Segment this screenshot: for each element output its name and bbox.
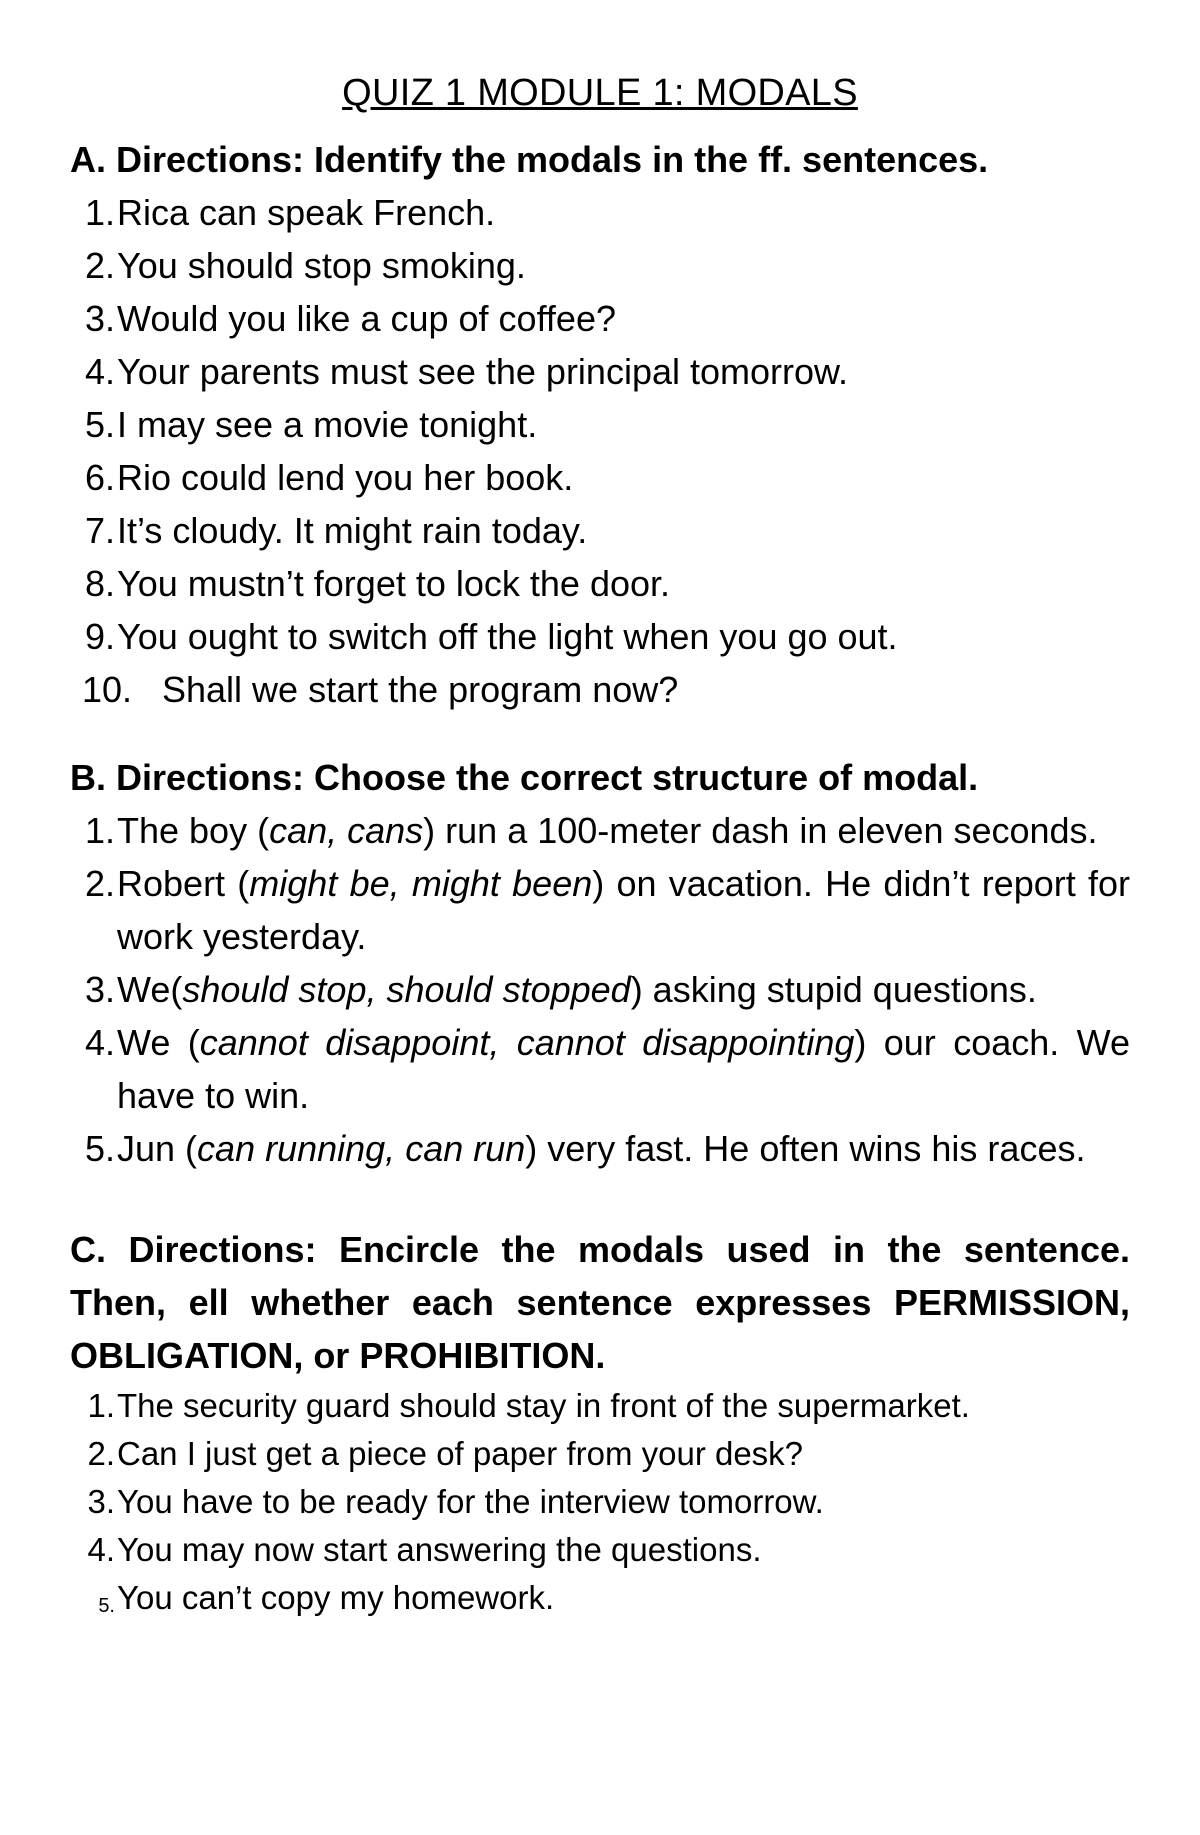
section-c <box>70 1223 1130 1633</box>
item-number: 1. <box>87 1387 115 1424</box>
list-item <box>70 1574 1130 1633</box>
item-text-post: ) run a 100-meter dash in eleven seconds. <box>423 810 1098 851</box>
item-text <box>117 857 1130 963</box>
item-text: Your parents must see the principal tomorrow. <box>117 351 849 392</box>
item-text: You can’t copy my homework. <box>117 1579 555 1616</box>
item-text-post: ) very fast. He often wins his races. <box>525 1128 1086 1169</box>
item-number: 3. <box>87 1483 115 1520</box>
list-item <box>70 1122 1130 1175</box>
section-a-list <box>70 186 1130 716</box>
list-item <box>70 857 1130 963</box>
list-item <box>70 239 1130 292</box>
item-text: You should stop smoking. <box>117 245 526 286</box>
item-choices: can, cans <box>269 810 424 851</box>
item-number: 4. <box>84 351 115 392</box>
item-number: 7. <box>84 510 115 551</box>
list-item <box>70 451 1130 504</box>
quiz-page <box>70 70 1130 1633</box>
item-text: Shall we start the program now? <box>162 669 679 710</box>
section-a <box>70 134 1130 716</box>
item-text-pre: Robert ( <box>117 863 250 904</box>
list-item <box>70 663 1130 716</box>
item-choices: cannot disappoint, cannot disappointing <box>199 1022 855 1063</box>
item-number: 5. <box>98 1595 115 1617</box>
list-item <box>70 1430 1130 1478</box>
item-text: You ought to switch off the light when you go out. <box>117 616 898 657</box>
item-text-post: ) our coach. We have to win. <box>117 1022 1130 1116</box>
item-text-post: ) on vacation. He didn’t report for work yesterday. <box>117 863 1130 957</box>
item-number: 2. <box>84 245 115 286</box>
list-item <box>70 1382 1130 1430</box>
list-item <box>70 963 1130 1016</box>
section-c-heading: C. Directions: Encircle the modals used in the sentence. Then, ell whether each sentence expresses PERMISSION, OBLIGATION, or PROHIBITION. <box>70 1229 1130 1376</box>
item-text-pre: We( <box>117 969 183 1010</box>
list-item <box>70 292 1130 345</box>
list-item <box>70 1526 1130 1574</box>
item-text-pre: Jun ( <box>117 1128 198 1169</box>
list-item <box>70 398 1130 451</box>
list-item <box>70 804 1130 857</box>
list-item <box>70 345 1130 398</box>
item-text <box>117 1016 1130 1122</box>
item-number: 2. <box>87 1435 115 1472</box>
list-item <box>70 1478 1130 1526</box>
section-c-list <box>70 1382 1130 1633</box>
list-item <box>70 610 1130 663</box>
item-text: Rica can speak French. <box>117 192 496 233</box>
item-number: 5. <box>84 404 115 445</box>
item-text: Would you like a cup of coffee? <box>117 298 616 339</box>
item-text: The security guard should stay in front of the supermarket. <box>117 1387 970 1424</box>
item-number: 5. <box>84 1128 115 1169</box>
item-text: You may now start answering the questions. <box>117 1531 762 1568</box>
section-b <box>70 752 1130 1175</box>
item-text-pre: The boy ( <box>117 810 270 851</box>
item-number: 9. <box>84 616 115 657</box>
item-number: 2. <box>84 863 115 904</box>
page-title: QUIZ 1 MODULE 1: MODALS <box>342 72 858 114</box>
section-b-list <box>70 804 1130 1175</box>
item-text-pre: We ( <box>117 1022 200 1063</box>
item-number: 10. <box>82 669 133 710</box>
list-item <box>70 186 1130 239</box>
item-number: 4. <box>84 1022 115 1063</box>
item-choices: can running, can run <box>197 1128 526 1169</box>
item-choices: should stop, should stopped <box>182 969 631 1010</box>
item-number: 1. <box>84 810 115 851</box>
item-text: Rio could lend you her book. <box>117 457 574 498</box>
item-number: 8. <box>84 563 115 604</box>
item-text: You mustn’t forget to lock the door. <box>117 563 671 604</box>
item-text <box>117 963 1130 1016</box>
list-item <box>70 557 1130 610</box>
item-text: Can I just get a piece of paper from your desk? <box>117 1435 804 1472</box>
item-text-post: ) asking stupid questions. <box>630 969 1037 1010</box>
item-number: 6. <box>84 457 115 498</box>
item-number: 1. <box>84 192 115 233</box>
section-b-heading: B. Directions: Choose the correct structure of modal. <box>70 757 979 798</box>
list-item <box>70 504 1130 557</box>
item-text: I may see a movie tonight. <box>117 404 538 445</box>
item-number: 3. <box>84 969 115 1010</box>
item-text: You have to be ready for the interview tomorrow. <box>117 1483 824 1520</box>
list-item <box>70 1016 1130 1122</box>
section-a-heading: A. Directions: Identify the modals in the ff. sentences. <box>70 139 989 180</box>
item-text: It’s cloudy. It might rain today. <box>117 510 588 551</box>
item-text <box>117 1122 1130 1175</box>
item-choices: might be, might been <box>249 863 593 904</box>
item-text <box>117 804 1130 857</box>
item-number: 3. <box>84 298 115 339</box>
item-number: 4. <box>87 1531 115 1568</box>
